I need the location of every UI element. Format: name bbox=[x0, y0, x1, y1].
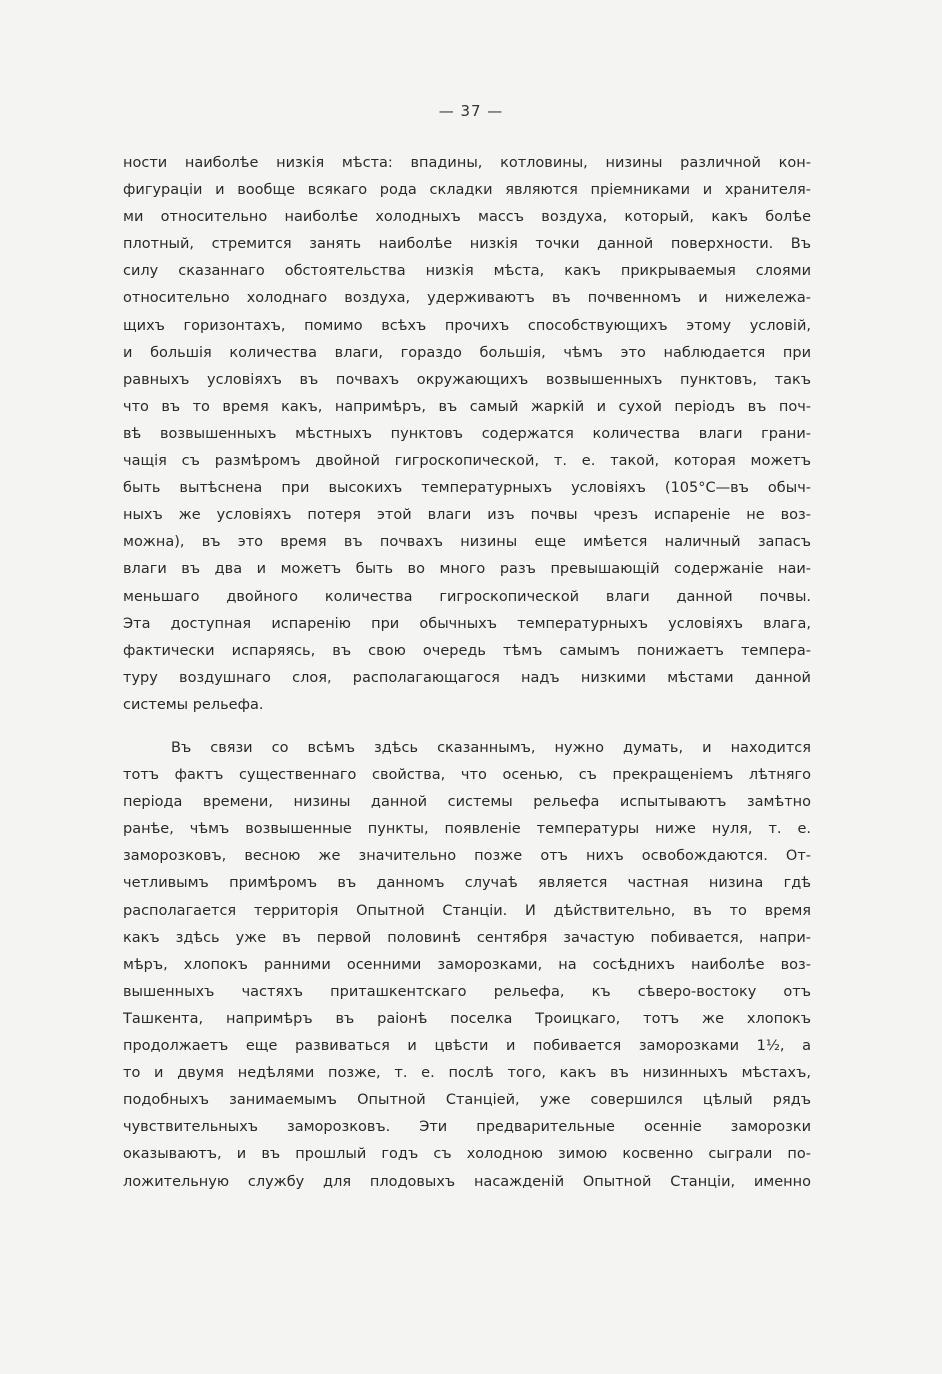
text-line: и большія количества влаги, гораздо большія, чѣмъ это наблюдается при bbox=[123, 344, 811, 361]
text-line: оказываютъ, и въ прошлый годъ съ холодною зимою косвенно сыграли по- bbox=[123, 1146, 811, 1163]
text-line: плотный, стремится занять наиболѣе низкія точки данной поверхности. Въ bbox=[123, 236, 811, 253]
text-line: вѣ возвышенныхъ мѣстныхъ пунктовъ содержатся количества влаги грани- bbox=[123, 425, 811, 442]
text-line: то и двумя недѣлями позже, т. е. послѣ того, какъ въ низинныхъ мѣстахъ, bbox=[123, 1065, 811, 1082]
text-line: мѣръ, хлопокъ ранними осенними заморозками, на сосѣднихъ наиболѣе воз- bbox=[123, 956, 811, 973]
text-line: ми относительно наиболѣе холодныхъ массъ воздуха, который, какъ болѣе bbox=[123, 209, 811, 226]
text-line: силу сказаннаго обстоятельства низкія мѣста, какъ прикрываемыя слоями bbox=[123, 263, 811, 280]
text-line: равныхъ условіяхъ въ почвахъ окружающихъ возвышенныхъ пунктовъ, такъ bbox=[123, 371, 811, 388]
text-line: ныхъ же условіяхъ потеря этой влаги изъ почвы чрезъ испареніе не воз- bbox=[123, 507, 811, 524]
text-line: системы рельефа. bbox=[123, 696, 264, 713]
text-line: ности наиболѣе низкія мѣста: впадины, котловины, низины различной кон- bbox=[123, 155, 811, 171]
text-line: что въ то время какъ, напримѣръ, въ самый жаркій и сухой періодъ въ поч- bbox=[123, 398, 811, 415]
text-line: быть вытѣснена при высокихъ температурныхъ условіяхъ (105°С—въ обыч- bbox=[123, 480, 811, 497]
text-line: располагается территорія Опытной Станціи. И дѣйствительно, въ то время bbox=[123, 902, 811, 919]
text-line: фигураціи и вообще всякаго рода складки являются пріемниками и хранителя- bbox=[123, 182, 811, 199]
paragraph-2 bbox=[123, 735, 811, 1196]
page-number: — 37 — bbox=[438, 102, 504, 120]
text-line: ранѣе, чѣмъ возвышенные пункты, появленіе температуры ниже нуля, т. е. bbox=[123, 821, 811, 838]
text-line: меньшаго двойного количества гигроскопической влаги данной почвы. bbox=[123, 588, 811, 605]
text-line: Въ связи со всѣмъ здѣсь сказаннымъ, нужно думать, и находится bbox=[171, 740, 811, 756]
text-line: Ташкента, напримѣръ въ раіонѣ поселка Троицкаго, тотъ же хлопокъ bbox=[123, 1010, 811, 1027]
text-line: періода времени, низины данной системы рельефа испытываютъ замѣтно bbox=[123, 794, 811, 811]
text-line: фактически испаряясь, въ свою очередь тѣмъ самымъ понижаетъ темпера- bbox=[123, 642, 811, 659]
text-line: относительно холоднаго воздуха, удерживаютъ въ почвенномъ и нижележа- bbox=[123, 290, 811, 307]
text-line: можна), въ это время въ почвахъ низины еще имѣется наличный запасъ bbox=[123, 534, 811, 551]
text-line: какъ здѣсь уже въ первой половинѣ сентября зачастую побивается, напри- bbox=[123, 929, 811, 946]
text-line: ложительную службу для плодовыхъ насажденій Опытной Станціи, именно bbox=[123, 1173, 811, 1190]
paragraph-1 bbox=[123, 150, 811, 719]
text-line: чувствительныхъ заморозковъ. Эти предварительные осенніе заморозки bbox=[123, 1119, 811, 1136]
text-line: чащія съ размѣромъ двойной гигроскопической, т. е. такой, которая можетъ bbox=[123, 453, 811, 470]
text-line: щихъ горизонтахъ, помимо всѣхъ прочихъ способствующихъ этому условій, bbox=[123, 317, 811, 334]
text-line: влаги въ два и можетъ быть во много разъ превышающій содержаніе наи- bbox=[123, 561, 811, 578]
text-line: четливымъ примѣромъ въ данномъ случаѣ является частная низина гдѣ bbox=[123, 875, 811, 892]
text-line: продолжаетъ еще развиваться и цвѣсти и побивается заморозками 1½, а bbox=[123, 1038, 811, 1055]
text-line: тотъ фактъ существеннаго свойства, что осенью, съ прекращеніемъ лѣтняго bbox=[123, 767, 811, 784]
text-line: Эта доступная испаренію при обычныхъ температурныхъ условіяхъ влага, bbox=[123, 615, 811, 632]
text-line: заморозковъ, весною же значительно позже отъ нихъ освобождаются. От- bbox=[123, 848, 811, 865]
text-line: туру воздушнаго слоя, располагающагося надъ низкими мѣстами данной bbox=[123, 669, 811, 686]
text-line: подобныхъ занимаемымъ Опытной Станціей, уже совершился цѣлый рядъ bbox=[123, 1092, 811, 1109]
text-line: вышенныхъ частяхъ приташкентскаго рельефа, къ сѣверо-востоку отъ bbox=[123, 983, 811, 1000]
